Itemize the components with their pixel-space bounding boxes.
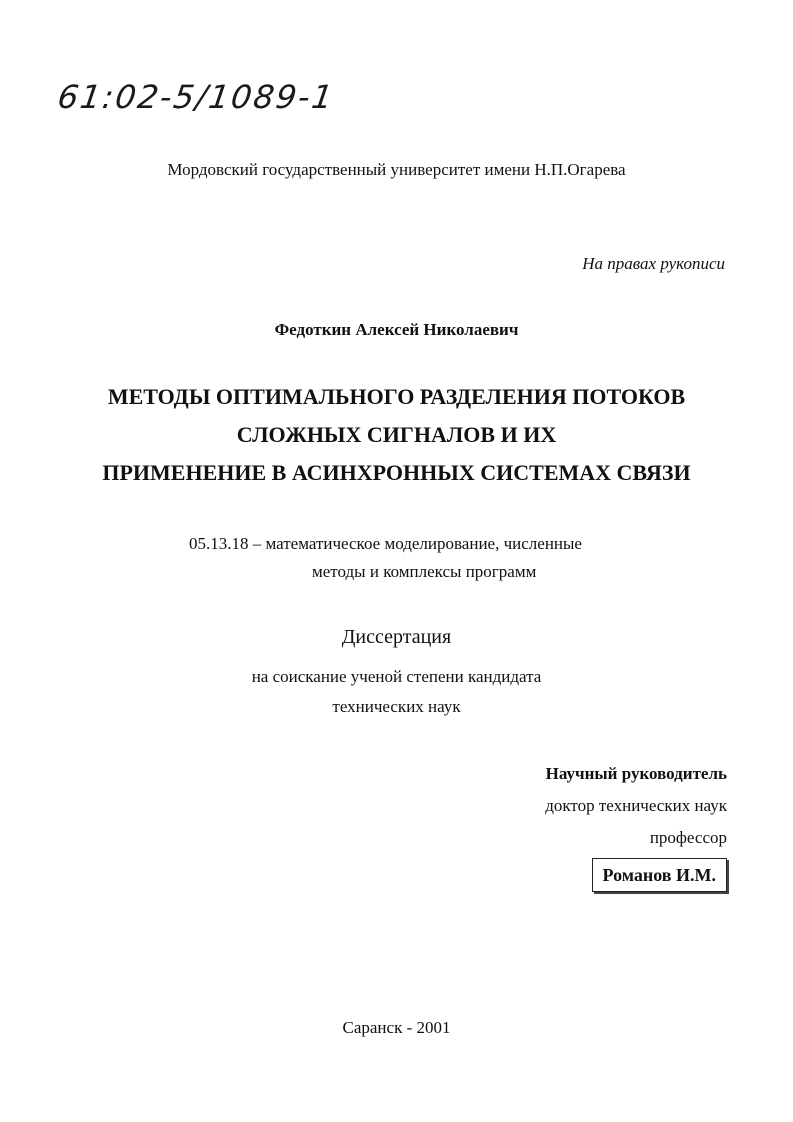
title-line-3: ПРИМЕНЕНИЕ В АСИНХРОННЫХ СИСТЕМАХ СВЯЗИ [102,460,691,485]
degree-line-1: на соискание ученой степени кандидата [251,667,542,686]
specialty-line-2: методы и комплексы программ [312,562,537,581]
supervisor-name: Романов И.М. [592,858,727,892]
degree-line-2: технических наук [332,697,461,716]
author-name: Федоткин Алексей Николаевич [274,320,519,339]
degree-statement [0,662,793,722]
document-type: Диссертация [341,626,452,648]
archive-code-handwritten: 61:02-5/1089-1 [55,78,337,116]
supervisor-degree: доктор технических наук [545,796,727,815]
specialty-line-1: 05.13.18 – математическое моделирование, численные [189,534,582,553]
supervisor-block [545,758,727,892]
place-year: Саранск - 2001 [342,1018,451,1037]
supervisor-label: Научный руководитель [545,764,727,783]
dissertation-title [0,378,793,492]
university-name: Мордовский государственный университет имени Н.П.Огарева [167,160,626,179]
title-line-1: МЕТОДЫ ОПТИМАЛЬНОГО РАЗДЕЛЕНИЯ ПОТОКОВ [107,384,686,409]
rights-note: На правах рукописи [582,254,725,273]
supervisor-rank: профессор [649,828,727,847]
title-line-2: СЛОЖНЫХ СИГНАЛОВ И ИХ [236,422,557,447]
